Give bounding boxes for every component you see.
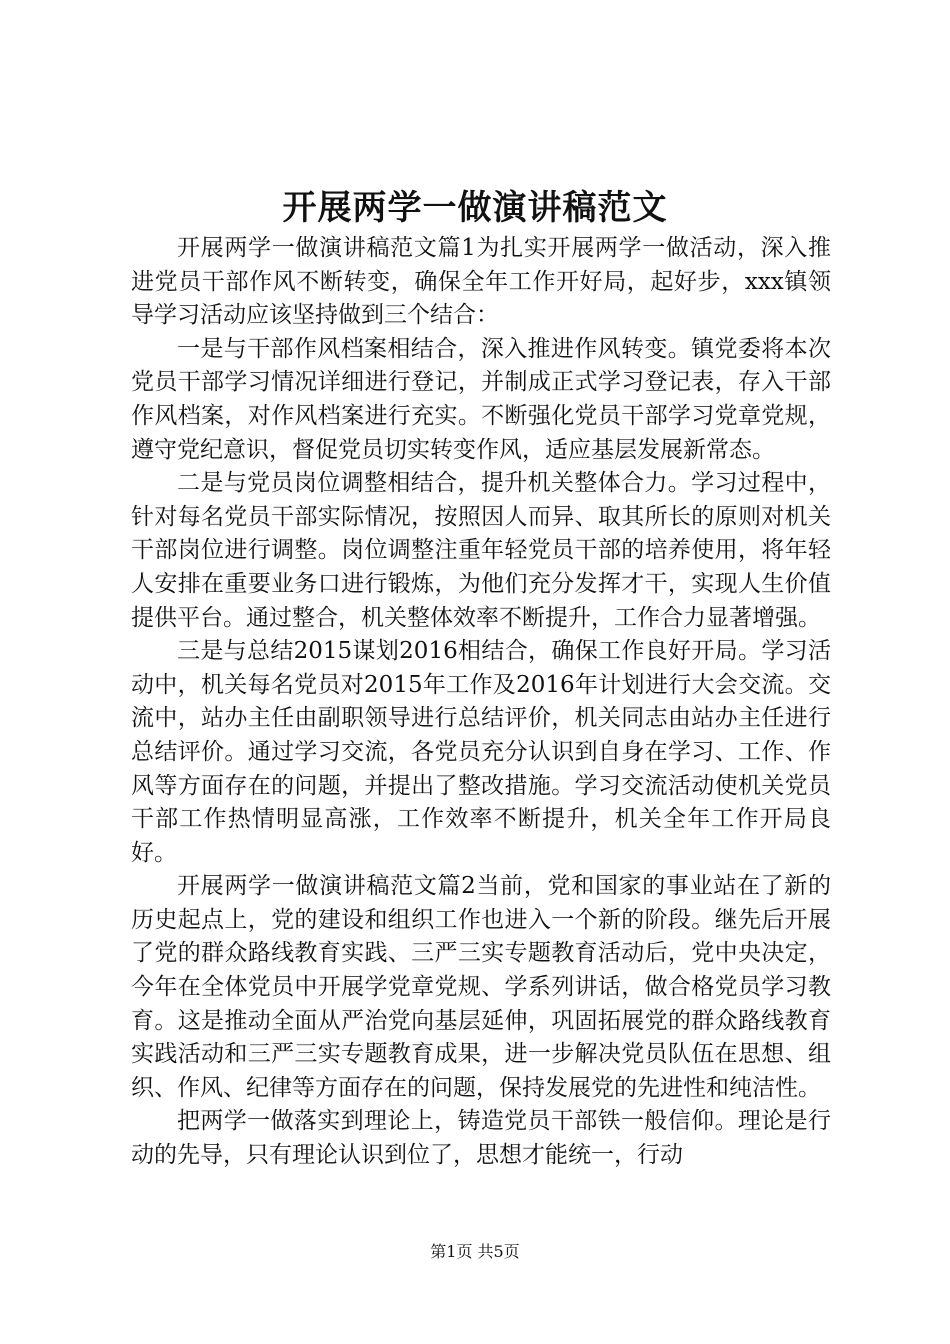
page-footer: 第1页 共5页 <box>430 1242 520 1261</box>
paragraph-5: 开展两学一做演讲稿范文篇2当前，党和国家的事业站在了新的历史起点上，党的建设和组织工作也进入一个新的阶段。继先后开展了党的群众路线教育实践、三严三实专题教育活动后，党中央决定，今年在全体党员中开展学党章党规、学系列讲话，做合格党员学习教育。这是推动全面从严治党向基层延伸，巩固拓展党的群众路线教育实践活动和三严三实专题教育成果，进一步解决党员队伍在思想、组织、作风、纪律等方面存在的问题，保持发展党的先进性和纯洁性。 <box>131 873 831 1101</box>
paragraph-6: 把两学一做落实到理论上，铸造党员干部铁一般信仰。理论是行动的先导，只有理论认识到位了，思想才能统一，行动 <box>131 1108 831 1169</box>
paragraph-4: 三是与总结2015谋划2016相结合，确保工作良好开局。学习活动中，机关每名党员对2015年工作及2016年计划进行大会交流。交流中，站办主任由副职领导进行总结评价，机关同志由站办主任进行总结评价。通过学习交流，各党员充分认识到自身在学习、工作、作风等方面存在的问题，并提出了整改措施。学习交流活动使机关党员干部工作热情明显高涨，工作效率不断提升，机关全年工作开局良好。 <box>131 638 831 866</box>
paragraph-1: 开展两学一做演讲稿范文篇1为扎实开展两学一做活动，深入推进党员干部作风不断转变，确保全年工作开好局，起好步，xxx镇领导学习活动应该坚持做到三个结合： <box>131 235 831 329</box>
document-title: 开展两学一做演讲稿范文 <box>282 188 668 228</box>
document-body <box>131 232 831 1173</box>
paragraph-3: 二是与党员岗位调整相结合，提升机关整体合力。学习过程中，针对每名党员干部实际情况，按照因人而异、取其所长的原则对机关干部岗位进行调整。岗位调整注重年轻党员干部的培养使用，将年轻人安排在重要业务口进行锻炼，为他们充分发挥才干，实现人生价值提供平台。通过整合，机关整体效率不断提升，工作合力显著增强。 <box>131 470 831 631</box>
paragraph-2: 一是与干部作风档案相结合，深入推进作风转变。镇党委将本次党员干部学习情况详细进行登记，并制成正式学习登记表，存入干部作风档案，对作风档案进行充实。不断强化党员干部学习党章党规，遵守党纪意识，督促党员切实转变作风，适应基层发展新常态。 <box>131 335 831 463</box>
